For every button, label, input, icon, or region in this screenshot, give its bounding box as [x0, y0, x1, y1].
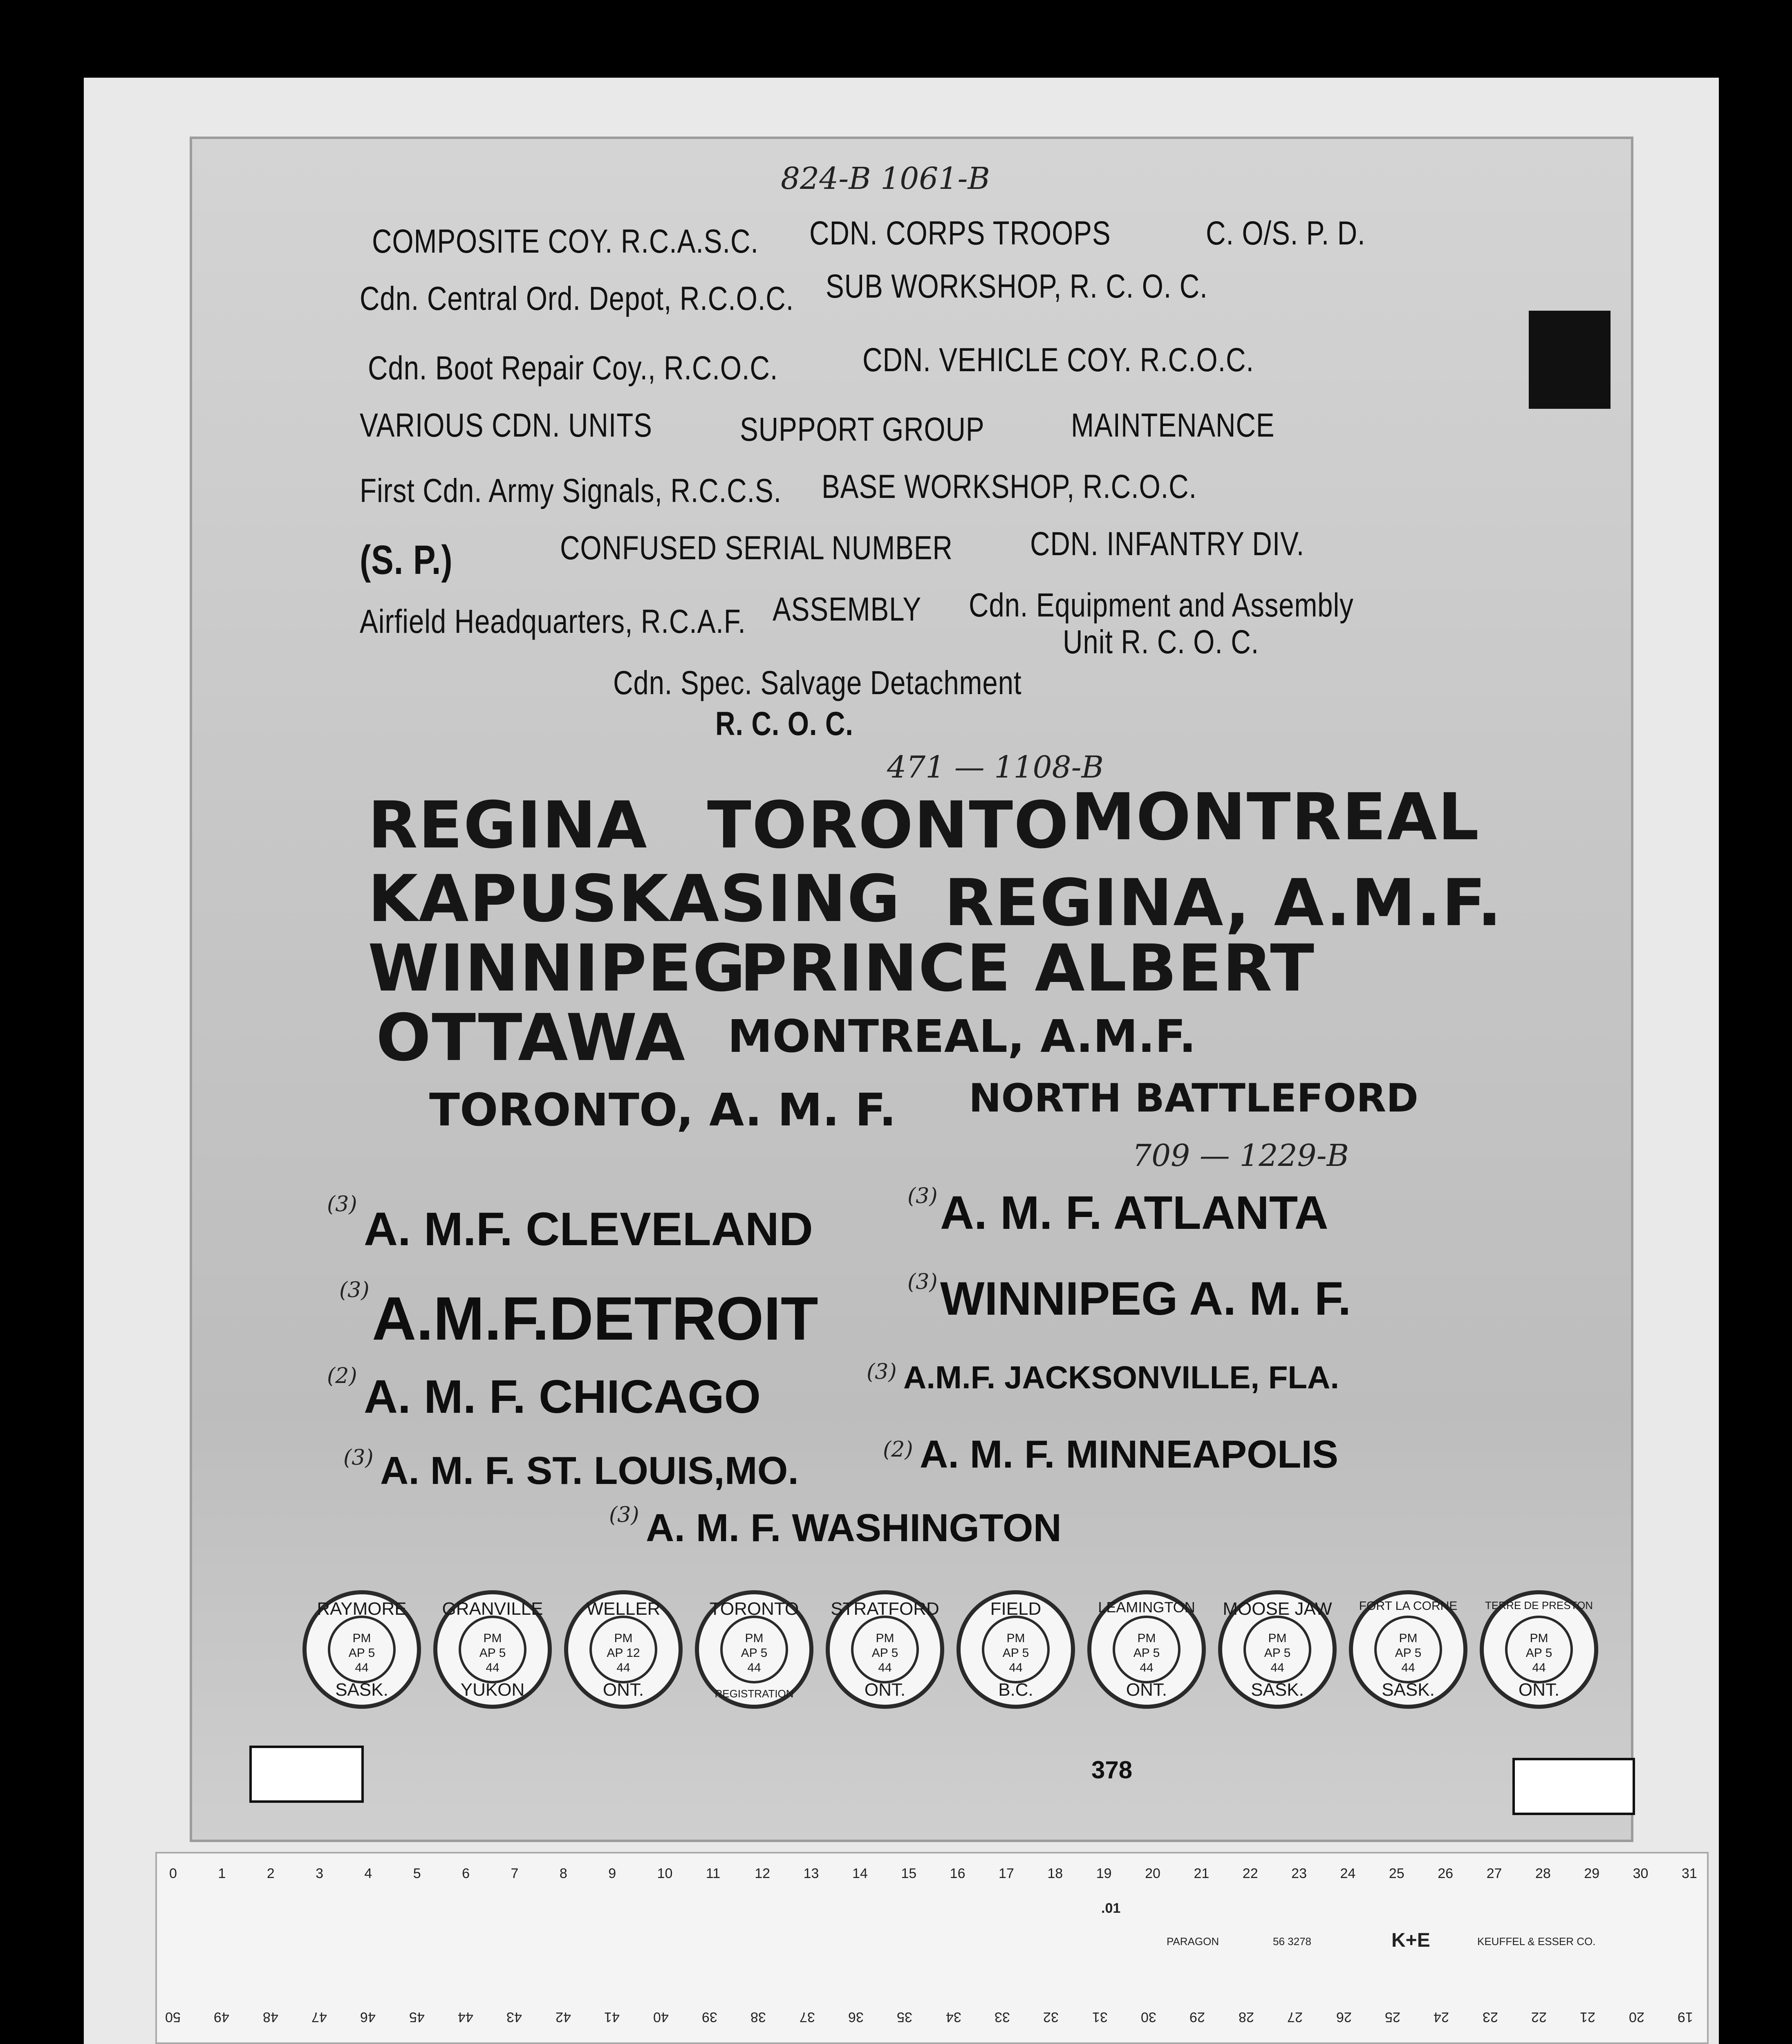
stamp-equipment-assembly: Cdn. Equipment and Assembly — [969, 587, 1354, 624]
ruler-bottom-number: 44 — [458, 2009, 473, 2025]
postmark-toronto-registration: TORONTO PM AP 5 44 REGISTRATION — [695, 1590, 813, 1709]
stamp-amf-cleveland: A. M.F. CLEVELAND — [364, 1203, 813, 1255]
ruler-top-number: 27 — [1486, 1866, 1502, 1881]
ruler-top-number: 14 — [852, 1866, 868, 1881]
stamp-infantry-div: CDN. INFANTRY DIV. — [1030, 525, 1305, 563]
ruler-bottom-number: 22 — [1531, 2009, 1547, 2025]
stamp-maintenance: MAINTENANCE — [1071, 407, 1275, 444]
stamp-cdn-corps-troops: CDN. CORPS TROOPS — [809, 215, 1111, 252]
ruler-bottom-number: 45 — [409, 2009, 425, 2025]
ruler-bottom-number: 31 — [1092, 2009, 1108, 2025]
ruler-top-number: 24 — [1340, 1866, 1356, 1881]
ruler-bottom-number: 25 — [1384, 2009, 1400, 2025]
ruler-bottom-number: 24 — [1434, 2009, 1449, 2025]
ruler-bottom-number: 42 — [555, 2009, 571, 2025]
page-number: 378 — [1091, 1756, 1133, 1784]
ruler-top-number: 4 — [364, 1866, 372, 1881]
stamp-boot-repair-coy: Cdn. Boot Repair Coy., R.C.O.C. — [368, 350, 778, 387]
ruler-top-number: 5 — [413, 1866, 421, 1881]
measuring-ruler — [155, 1852, 1709, 2044]
stamp-amf-st-louis: A. M. F. ST. LOUIS,MO. — [380, 1449, 799, 1493]
stamp-amf-atlanta: A. M. F. ATLANTA — [940, 1187, 1328, 1239]
ruler-bottom-number: 43 — [506, 2009, 522, 2025]
ruler-bottom-number: 41 — [604, 2009, 620, 2025]
ruler-top-number: 1 — [218, 1866, 226, 1881]
ruler-bottom-number: 29 — [1189, 2009, 1205, 2025]
stamp-north-battleford: NORTH BATTLEFORD — [969, 1076, 1418, 1121]
stamp-composite-coy: COMPOSITE COY. R.C.A.S.C. — [372, 223, 759, 260]
ruler-bottom-number: 30 — [1141, 2009, 1156, 2025]
ruler-mark: .01 — [1101, 1901, 1121, 1916]
stamp-assembly: ASSEMBLY — [773, 591, 922, 628]
stamp-confused-serial: CONFUSED SERIAL NUMBER — [560, 529, 953, 567]
postmark-stratford: STRATFORD PM AP 5 44 ONT. — [826, 1590, 944, 1709]
ruler-bottom-number: 23 — [1482, 2009, 1498, 2025]
index-st-louis: (3) — [343, 1446, 374, 1470]
ruler-paragon: PARAGON — [1167, 1935, 1219, 1948]
ruler-top-number: 9 — [608, 1866, 616, 1881]
ruler-top-number: 10 — [657, 1866, 673, 1881]
index-atlanta: (3) — [907, 1184, 938, 1208]
stamp-support-group: SUPPORT GROUP — [740, 411, 985, 448]
ruler-top-number: 17 — [999, 1866, 1014, 1881]
ruler-top-number: 31 — [1682, 1866, 1697, 1881]
stamp-amf-chicago: A. M. F. CHICAGO — [364, 1371, 761, 1423]
handwritten-ref-top: 824-B 1061-B — [781, 161, 990, 196]
ruler-bottom-number: 33 — [995, 2009, 1010, 2025]
ruler-top-number: 20 — [1145, 1866, 1160, 1881]
ruler-bottom-number: 35 — [897, 2009, 913, 2025]
stamp-sp: (S. P.) — [360, 537, 453, 583]
ruler-top-number: 15 — [901, 1866, 917, 1881]
ruler-bottom-number: 34 — [945, 2009, 961, 2025]
stamp-amf-jacksonville: A.M.F. JACKSONVILLE, FLA. — [903, 1359, 1340, 1395]
postmark-granville: GRANVILLE PM AP 5 44 YUKON — [433, 1590, 552, 1709]
corner-tab-right — [1512, 1758, 1635, 1815]
ruler-bottom-number: 37 — [799, 2009, 815, 2025]
ruler-maker: KEUFFEL & ESSER CO. — [1477, 1935, 1596, 1948]
stamp-unit-rcoc: Unit R. C. O. C. — [1063, 623, 1259, 661]
ruler-top-number: 22 — [1242, 1866, 1258, 1881]
ruler-top-number: 19 — [1096, 1866, 1112, 1881]
ruler-bottom-number: 21 — [1580, 2009, 1596, 2025]
ruler-bottom-number: 39 — [701, 2009, 717, 2025]
stamp-salvage-detachment: Cdn. Spec. Salvage Detachment — [613, 664, 1022, 702]
index-washington: (3) — [609, 1503, 639, 1527]
postmark-terre-de-preston: TERRE DE PRESTON PM AP 5 44 ONT. — [1480, 1590, 1598, 1709]
stamp-regina: REGINA — [368, 788, 648, 863]
ruler-bottom-number: 32 — [1043, 2009, 1059, 2025]
ruler-top-number: 12 — [755, 1866, 771, 1881]
ruler-bottom-number: 28 — [1238, 2009, 1254, 2025]
ruler-logo: K+E — [1391, 1930, 1430, 1951]
stamp-regina-amf: REGINA, A.M.F. — [944, 865, 1503, 941]
ruler-top-number: 26 — [1438, 1866, 1454, 1881]
ruler-bottom-number: 27 — [1287, 2009, 1303, 2025]
index-winnipeg: (3) — [907, 1270, 938, 1294]
stamp-toronto: TORONTO — [707, 788, 1070, 863]
stamp-amf-minneapolis: A. M. F. MINNEAPOLIS — [920, 1432, 1339, 1476]
handwritten-ref-low: 709 — 1229-B — [1132, 1138, 1349, 1173]
ruler-top-number: 8 — [559, 1866, 567, 1881]
ruler-top-number: 25 — [1389, 1866, 1404, 1881]
stamp-montreal: MONTREAL — [1071, 780, 1480, 855]
impression-sheet — [192, 139, 1631, 1840]
ruler-top-number: 18 — [1047, 1866, 1063, 1881]
stamp-amf-detroit: A.M.F.DETROIT — [372, 1284, 818, 1353]
stamp-vehicle-coy: CDN. VEHICLE COY. R.C.O.C. — [862, 341, 1254, 379]
postmark-field: FIELD PM AP 5 44 B.C. — [956, 1590, 1075, 1709]
stamp-winnipeg-amf: WINNIPEG A. M. F. — [940, 1273, 1351, 1325]
ruler-top-number: 6 — [462, 1866, 470, 1881]
ruler-bottom-number: 49 — [214, 2009, 230, 2025]
postmark-weller: WELLER PM AP 12 44 ONT. — [564, 1590, 683, 1709]
ruler-bottom-number: 19 — [1678, 2009, 1693, 2025]
ruler-bottom-number: 26 — [1336, 2009, 1352, 2025]
index-detroit: (3) — [339, 1278, 370, 1302]
index-jacksonville: (3) — [867, 1360, 897, 1384]
handwritten-ref-mid: 471 — 1108-B — [887, 750, 1104, 785]
ruler-bottom-number: 38 — [750, 2009, 766, 2025]
postmark-moose-jaw: MOOSE JAW PM AP 5 44 SASK. — [1218, 1590, 1337, 1709]
index-chicago: (2) — [327, 1364, 357, 1388]
ruler-top-number: 2 — [267, 1866, 275, 1881]
stamp-amf-washington: A. M. F. WASHINGTON — [646, 1506, 1062, 1550]
ruler-top-number: 23 — [1291, 1866, 1307, 1881]
stamp-co-spd: C. O/S. P. D. — [1206, 215, 1366, 252]
ruler-top-number: 16 — [950, 1866, 965, 1881]
ruler-bottom-number: 50 — [165, 2009, 181, 2025]
ruler-bottom-number: 47 — [311, 2009, 327, 2025]
stamp-army-signals: First Cdn. Army Signals, R.C.C.S. — [360, 472, 782, 509]
postmark-leamington: LEAMINGTON PM AP 5 44 ONT. — [1087, 1590, 1206, 1709]
stamp-ottawa: OTTAWA — [376, 1000, 686, 1076]
ruler-top-number: 28 — [1535, 1866, 1551, 1881]
ruler-bottom-number: 40 — [653, 2009, 669, 2025]
ruler-top-number: 13 — [803, 1866, 819, 1881]
index-minneapolis: (2) — [883, 1437, 913, 1462]
stamp-toronto-amf: TORONTO, A. M. F. — [429, 1084, 896, 1136]
ruler-top-number: 21 — [1194, 1866, 1210, 1881]
stamp-various-units: VARIOUS CDN. UNITS — [360, 407, 652, 444]
postmark-fort-la-corne: FORT LA CORNE PM AP 5 44 SASK. — [1349, 1590, 1467, 1709]
ruler-model: 56 3278 — [1273, 1935, 1311, 1948]
stamp-central-ord-depot: Cdn. Central Ord. Depot, R.C.O.C. — [360, 280, 794, 317]
stamp-airfield-hq: Airfield Headquarters, R.C.A.F. — [360, 603, 746, 640]
ruler-bottom-number: 48 — [262, 2009, 278, 2025]
stamp-winnipeg: WINNIPEG — [368, 931, 746, 1006]
ruler-top-number: 3 — [316, 1866, 323, 1881]
ruler-bottom-number: 20 — [1628, 2009, 1644, 2025]
black-tab-right — [1529, 311, 1611, 409]
stamp-montreal-amf: MONTREAL, A.M.F. — [728, 1010, 1196, 1062]
ruler-bottom-number: 46 — [360, 2009, 376, 2025]
ruler-bottom-number: 36 — [848, 2009, 864, 2025]
ruler-top-number: 29 — [1584, 1866, 1600, 1881]
corner-tab-left — [249, 1746, 364, 1803]
index-cleveland: (3) — [327, 1192, 357, 1217]
ruler-top-number: 11 — [706, 1866, 721, 1881]
ruler-top-number: 30 — [1633, 1866, 1649, 1881]
stamp-sub-workshop: SUB WORKSHOP, R. C. O. C. — [826, 268, 1208, 305]
stamp-base-workshop: BASE WORKSHOP, R.C.O.C. — [822, 468, 1197, 505]
stamp-kapuskasing: KAPUSKASING — [368, 861, 901, 937]
ruler-top-number: 0 — [169, 1866, 177, 1881]
ruler-top-number: 7 — [511, 1866, 519, 1881]
stamp-prince-albert: PRINCE ALBERT — [740, 931, 1315, 1006]
postmark-raymore: RAYMORE PM AP 5 44 SASK. — [302, 1590, 421, 1709]
stamp-rcoc: R. C. O. C. — [715, 705, 853, 742]
